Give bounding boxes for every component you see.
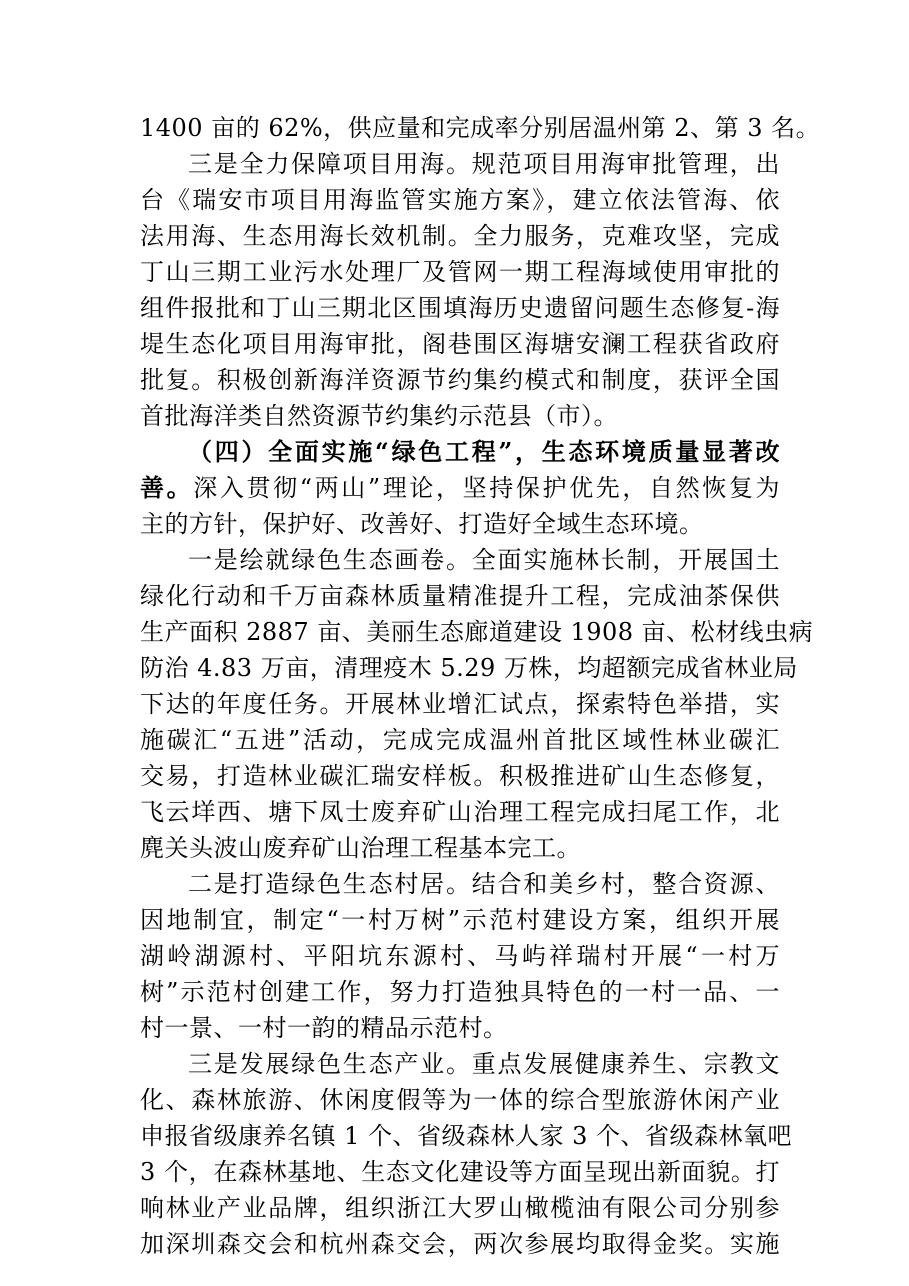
text-line: （四）全面实施“绿色工程”，生态环境质量显著改 [188,437,780,466]
text-line: 村一景、一村一韵的精品示范村。 [140,1014,508,1042]
text-line: 3 个，在森林基地、生态文化建设等方面呈现出新面貌。打 [140,1158,780,1186]
text-line: 交易，打造林业碳汇瑞安样板。积极推进矿山生态修复， [140,762,780,790]
text-line: 1400 亩的 62%，供应量和完成率分别居温州第 2、第 3 名。 [140,114,821,142]
text-line: 台《瑞安市项目用海监管实施方案》，建立依法管海、依 [140,186,780,214]
text-line: 湖岭湖源村、平阳坑东源村、马屿祥瑞村开展“一村万 [140,942,780,970]
text-line: 下达的年度任务。开展林业增汇试点，探索特色举措，实 [140,690,780,718]
text-line: 申报省级康养名镇 1 个、省级森林人家 3 个、省级森林氧吧 [140,1122,793,1150]
text-line: 主的方针，保护好、改善好、打造好全域生态环境。 [140,510,704,538]
text-line: 一是绘就绿色生态画卷。全面实施林长制，开展国土 [188,546,780,574]
text-line: 麂关头波山废弃矿山治理工程基本完工。 [140,834,581,862]
text-line: 化、森林旅游、休闲度假等为一体的综合型旅游休闲产业 [140,1086,780,1114]
text-line: 施碳汇“五进”活动，完成完成温州首批区域性林业碳汇 [140,726,780,754]
text-line: 树”示范村创建工作，努力打造独具特色的一村一品、一 [140,978,780,1006]
text-line: 首批海洋类自然资源节约集约示范县（市）。 [140,402,618,430]
text-line: 生产面积 2887 亩、美丽生态廊道建设 1908 亩、松材线虫病 [140,618,814,646]
text-line: 因地制宜，制定“一村万树”示范村建设方案，组织开展 [140,906,780,934]
text-line: 三是发展绿色生态产业。重点发展健康养生、宗教文 [188,1050,780,1078]
text-line: 三是全力保障项目用海。规范项目用海审批管理，出 [188,150,780,178]
text-line: 二是打造绿色生态村居。结合和美乡村，整合资源、 [188,870,780,898]
text-line: 防治 4.83 万亩，清理疫木 5.29 万株，均超额完成省林业局 [140,654,798,682]
text-line: 加深圳森交会和杭州森交会，两次参展均取得金奖。实施 [140,1230,780,1258]
text-line: 批复。积极创新海洋资源节约集约模式和制度，获评全国 [140,366,780,394]
text-line: 堤生态化项目用海审批，阁巷围区海塘安澜工程获省政府 [140,330,780,358]
text-line: 法用海、生态用海长效机制。全力服务，克难攻坚，完成 [140,222,780,250]
text-line: 飞云垟西、塘下凤士废弃矿山治理工程完成扫尾工作，北 [140,798,780,826]
text-line: 丁山三期工业污水处理厂及管网一期工程海域使用审批的 [140,258,780,286]
document-body [140,110,821,1262]
bold-heading-fragment: 善。 [140,473,194,502]
text-line: 善。深入贯彻“两山”理论，坚持保护优先，自然恢复为 [140,473,780,502]
text-line: 响林业产业品牌，组织浙江大罗山橄榄油有限公司分别参 [140,1194,780,1222]
text-line: 绿化行动和千万亩森林质量精准提升工程，完成油茶保供 [140,582,780,610]
text-line: 组件报批和丁山三期北区围填海历史遗留问题生态修复-海 [140,294,780,322]
